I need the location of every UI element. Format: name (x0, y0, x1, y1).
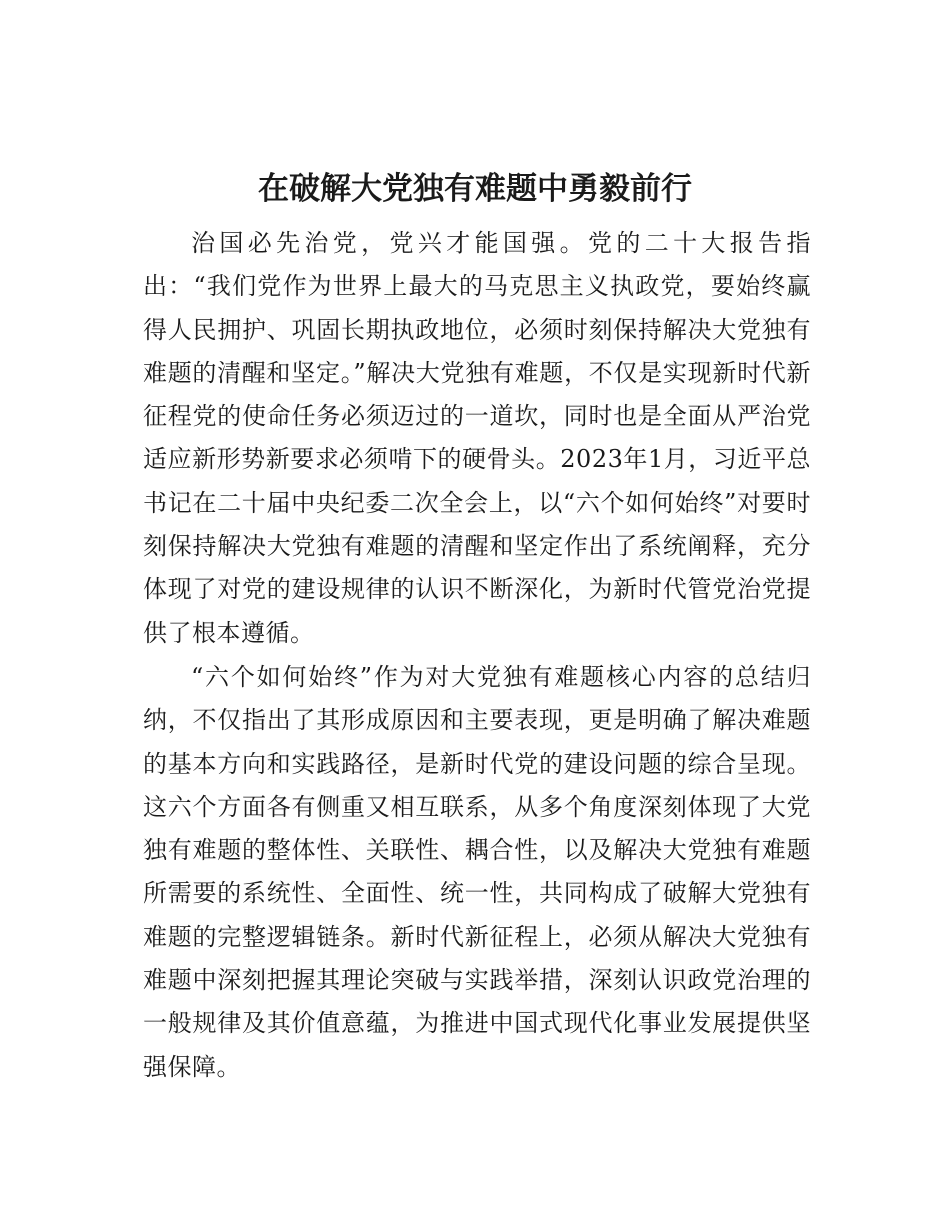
paragraph-2: “六个如何始终”作为对大党独有难题核心内容的总结归纳，不仅指出了其形成原因和主要表现，更是明确了解决难题的基本方向和实践路径，是新时代党的建设问题的综合呈现。这六个方面各有侧重又相互联系，从多个角度深刻体现了大党独有难题的整体性、关联性、耦合性，以及解决大党独有难题所需要的系统性、全面性、统一性，共同构成了破解大党独有难题的完整逻辑链条。新时代新征程上，必须从解决大党独有难题中深刻把握其理论突破与实践举措，深刻认识政党治理的一般规律及其价值意蕴，为推进中国式现代化事业发展提供坚强保障。 (143, 663, 811, 1081)
document-title: 在破解大党独有难题中勇毅前行 (258, 171, 692, 207)
paragraph-1: 治国必先治党，党兴才能国强。党的二十大报告指出：“我们党作为世界上最大的马克思主义执政党，要始终赢得人民拥护、巩固长期执政地位，必须时刻保持解决大党独有难题的清醒和坚定。”解决大党独有难题，不仅是实现新时代新征程党的使命任务必须迈过的一道坎，同时也是全面从严治党适应新形势新要求必须啃下的硬骨头。2023年1月，习近平总书记在二十届中央纪委二次全会上，以“六个如何始终”对要时刻保持解决大党独有难题的清醒和坚定作出了系统阐释，充分体现了对党的建设规律的认识不断深化，为新时代管党治党提供了根本遵循。 (143, 229, 811, 647)
